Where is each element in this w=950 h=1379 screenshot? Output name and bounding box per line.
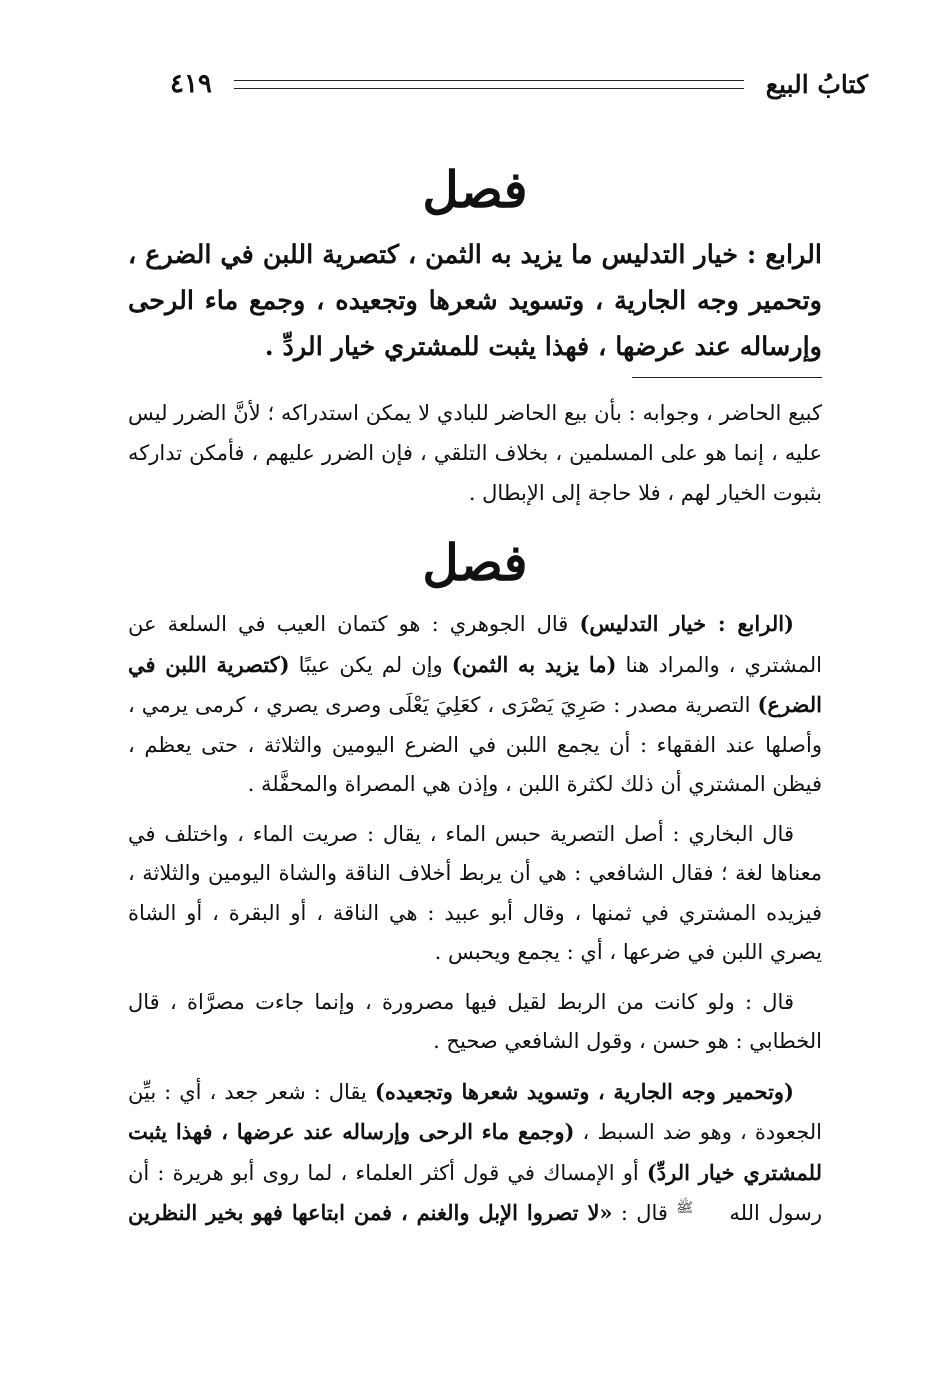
plain-text: قال الجوهري : هو كتمان العيب في السلعة عن المشتري ، والمراد هنا: [128, 612, 822, 677]
commentary-paragraph-4: [128, 1072, 822, 1234]
bold-phrase: (الرابع : خيار التدليس): [579, 611, 794, 636]
plain-text: وإن لم يكن عيبًا: [289, 652, 452, 677]
page-header: [170, 62, 868, 106]
plain-text: يقال : شعر جعد ، أي : بيِّن الجعودة ، وهو ضد السبط ،: [128, 1079, 822, 1144]
bold-phrase: (وجمع ماء الرحى وإرساله عند عرضها ، فهذا يثبت للمشتري خيار الردِّ): [128, 1119, 822, 1185]
matn-text: الرابع : خيار التدليس ما يزيد به الثمن ، كتصرية اللبن في الضرع ، وتحمير وجه الجارية ، وتسويد شعرها وتجعيده ، وجمع ماء الرحى وإرساله عند عرضها ، فهذا يثبت للمشتري خيار الردِّ .: [128, 240, 822, 362]
bold-phrase: (ما يزيد به الثمن): [451, 651, 617, 677]
commentary-paragraph-3: قال : ولو كانت من الربط لقيل فيها مصرورة ، وإنما جاءت مصرَّاة ، قال الخطابي : هو حسن ، وقول الشافعي صحيح .: [128, 989, 822, 1053]
commentary-paragraph-1: [128, 604, 822, 805]
salawat-seal: ﷺ: [676, 1200, 694, 1216]
footnote-text: كبيع الحاضر ، وجوابه : بأن بيع الحاضر للبادي لا يمكن استدراكه ؛ لأنَّ الضرر ليس عليه ، إنما هو على المسلمين ، بخلاف التلقي ، فإن الضرر عليهم ، فأمكن تداركه بثبوت الخيار لهم ، فلا حاجة إلى الإبطال .: [128, 401, 822, 505]
section-heading-1: فصل: [422, 160, 528, 219]
plain-text: التصرية مصدر : صَرِيَ يَصْرَى ، كعَلِيَ يَعْلَى وصرى يصري ، كرمى يرمي ، وأصلها عند الفقهاء : أن يجمع اللبن في الضرع اليومين والثلاثة ، حتى يعظم ، فيظن المشتري أن ذلك لكثرة اللبن ، وإذن هي المصراة والمحفَّلة .: [128, 693, 822, 796]
commentary-paragraph-2: قال البخاري : أصل التصرية حبس الماء ، يقال : صريت الماء ، واختلف في معناها لغة ؛ فقال الشافعي : هي أن يربط أخلاف الناقة والشاة اليومين والثلاثة ، فيزيده المشتري في ثمنها ، وقال أبو عبيد : هي الناقة ، أو البقرة ، أو الشاة يصري اللبن في ضرعها ، أي : يجمع ويحبس .: [128, 821, 822, 964]
bold-phrase: (وتحمير وجه الجارية ، وتسويد شعرها وتجعيده): [374, 1078, 794, 1104]
section-heading-2: فصل: [422, 533, 528, 592]
commentary: [128, 604, 822, 1244]
hadith-quote: «لا تصروا الإبل والغنم ، فمن ابتاعها فهو بخير النظرين: [128, 1200, 613, 1225]
book-title: كتابُ البيع: [765, 69, 868, 99]
page-number: ٤١٩: [170, 69, 212, 99]
bold-phrase: (كتصرية اللبن في الضرع): [128, 651, 822, 717]
header-rule: [234, 80, 744, 89]
plain-text: أو الإمساك في قول أكثر العلماء ، لما روى أبو هريرة : أن رسول الله: [128, 1160, 823, 1225]
footnote-rule: [632, 377, 822, 378]
plain-text: قال :: [612, 1201, 677, 1225]
